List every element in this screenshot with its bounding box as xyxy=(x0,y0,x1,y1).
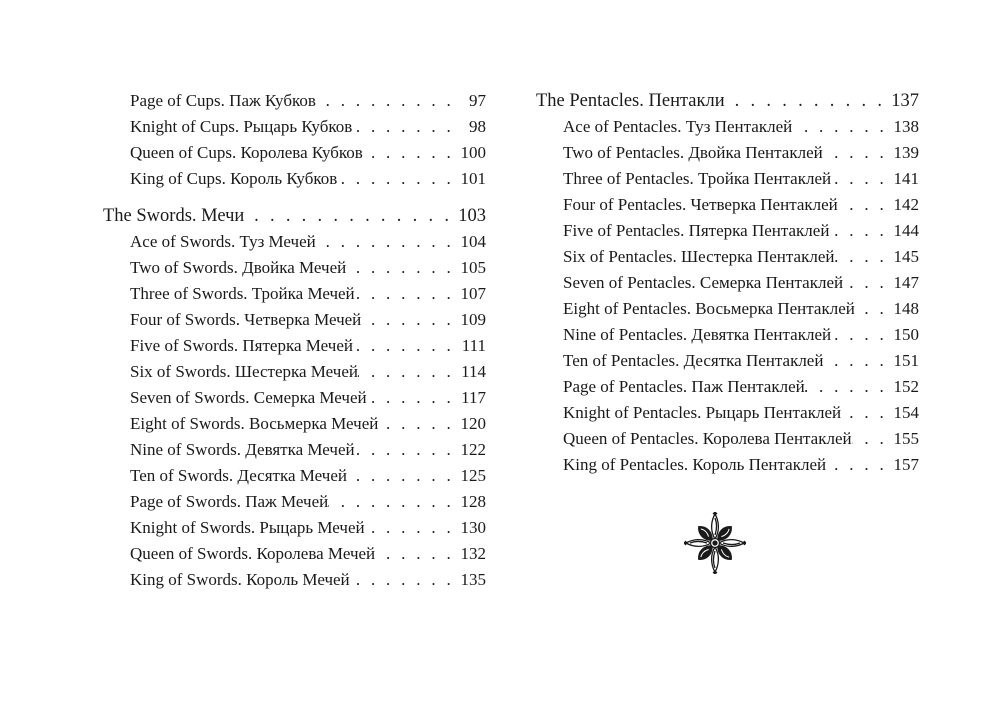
toc-entry-title: King of Swords. Король Мечей xyxy=(130,570,350,589)
toc-entry-title: Four of Pentacles. Четверка Пентаклей xyxy=(563,195,838,214)
toc-entry[interactable] xyxy=(536,166,919,192)
dot-leader xyxy=(841,400,893,426)
toc-entry-title: Two of Pentacles. Двойка Пентаклей xyxy=(563,143,823,162)
toc-section-title: The Pentacles. Пентакли xyxy=(536,91,725,111)
toc-page-number: 157 xyxy=(893,455,919,474)
dot-leader xyxy=(244,203,458,229)
dot-leader xyxy=(831,322,893,348)
toc-page-number: 139 xyxy=(893,143,919,162)
toc-page-number: 120 xyxy=(460,414,486,433)
toc-entry-title: Ten of Pentacles. Десятка Пентаклей xyxy=(563,351,824,370)
dot-leader xyxy=(337,166,460,192)
dot-leader xyxy=(725,88,892,114)
toc-entry[interactable] xyxy=(103,489,486,515)
toc-page-number: 114 xyxy=(461,362,486,381)
dot-leader xyxy=(361,307,460,333)
toc-entry[interactable] xyxy=(103,567,486,593)
toc-page-number: 154 xyxy=(893,403,919,422)
toc-entry[interactable] xyxy=(536,374,919,400)
toc-entry-title: Five of Swords. Пятерка Мечей xyxy=(130,336,353,355)
toc-entry[interactable] xyxy=(536,426,919,452)
toc-entry[interactable] xyxy=(536,114,919,140)
toc-entry-title: Three of Swords. Тройка Мечей xyxy=(130,284,355,303)
toc-page-number: 151 xyxy=(893,351,919,370)
toc-entry[interactable] xyxy=(103,140,486,166)
toc-entry-title: Eight of Pentacles. Восьмерка Пентаклей xyxy=(563,299,855,318)
toc-entry[interactable] xyxy=(103,114,486,140)
toc-page-number: 130 xyxy=(460,518,486,537)
toc-entry-title: Knight of Swords. Рыцарь Мечей xyxy=(130,518,365,537)
dot-leader xyxy=(355,437,460,463)
toc-page-number: 103 xyxy=(458,206,486,226)
dot-leader xyxy=(375,541,460,567)
dot-leader xyxy=(363,140,460,166)
toc-page-number: 117 xyxy=(461,388,486,407)
toc-page-number: 150 xyxy=(893,325,919,344)
toc-page-number: 147 xyxy=(893,273,919,292)
toc-entry[interactable] xyxy=(103,385,486,411)
dot-leader xyxy=(378,411,460,437)
toc-page-number: 104 xyxy=(460,232,486,251)
toc-entry[interactable] xyxy=(103,515,486,541)
toc-entry[interactable] xyxy=(103,166,486,192)
toc-page-number: 105 xyxy=(460,258,486,277)
toc-section-swords[interactable] xyxy=(103,203,486,229)
toc-entry[interactable] xyxy=(103,437,486,463)
dot-leader xyxy=(843,270,893,296)
toc-entry[interactable] xyxy=(536,452,919,478)
dot-leader xyxy=(838,192,893,218)
dot-leader xyxy=(358,359,460,385)
toc-entry-title: Queen of Cups. Королева Кубков xyxy=(130,143,363,162)
toc-entry[interactable] xyxy=(103,307,486,333)
toc-page-number: 137 xyxy=(891,91,919,111)
dot-leader xyxy=(352,114,460,140)
toc-page-number: 100 xyxy=(460,143,486,162)
toc-entry-title: Queen of Swords. Королева Мечей xyxy=(130,544,376,563)
toc-entry[interactable] xyxy=(536,296,919,322)
dot-leader xyxy=(805,374,893,400)
toc-page-number: 141 xyxy=(893,169,919,188)
toc-entry[interactable] xyxy=(536,400,919,426)
toc-entry-title: Ace of Swords. Туз Мечей xyxy=(130,232,316,251)
toc-page-number: 138 xyxy=(893,117,919,136)
toc-entry-title: Seven of Swords. Семерка Мечей xyxy=(130,388,367,407)
toc-entry-title: Four of Swords. Четверка Мечей xyxy=(130,310,362,329)
toc-entry-title: Page of Cups. Паж Кубков xyxy=(130,91,316,110)
dot-leader xyxy=(365,515,460,541)
dot-leader xyxy=(367,385,460,411)
toc-entry[interactable] xyxy=(103,229,486,255)
toc-page-number: 132 xyxy=(460,544,486,563)
dot-leader xyxy=(353,333,460,359)
toc-page-number: 101 xyxy=(460,169,486,188)
toc-entry[interactable] xyxy=(536,270,919,296)
toc-page-number: 135 xyxy=(460,570,486,589)
toc-entry-title: Queen of Pentacles. Королева Пентаклей xyxy=(563,429,852,448)
dot-leader xyxy=(831,166,893,192)
toc-entry-title: Page of Pentacles. Паж Пентаклей xyxy=(563,377,805,396)
toc-entry[interactable] xyxy=(103,255,486,281)
toc-entry[interactable] xyxy=(103,281,486,307)
toc-page-number: 107 xyxy=(460,284,486,303)
toc-entry-title: Nine of Swords. Девятка Мечей xyxy=(130,440,355,459)
toc-entry[interactable] xyxy=(536,140,919,166)
toc-entry[interactable] xyxy=(103,88,486,114)
toc-entry-title: King of Pentacles. Король Пентаклей xyxy=(563,455,827,474)
toc-entry-title: Page of Swords. Паж Мечей xyxy=(130,492,329,511)
toc-entry-title: Five of Pentacles. Пятерка Пентаклей xyxy=(563,221,830,240)
dot-leader xyxy=(316,88,460,114)
toc-page-number: 97 xyxy=(469,91,486,110)
toc-section-title: The Swords. Мечи xyxy=(103,206,245,226)
toc-page-number: 145 xyxy=(893,247,919,266)
dot-leader xyxy=(328,489,460,515)
dot-leader xyxy=(852,426,893,452)
toc-entry-title: Six of Swords. Шестерка Мечей xyxy=(130,362,358,381)
dot-leader xyxy=(347,463,460,489)
toc-entry[interactable] xyxy=(536,244,919,270)
toc-page-number: 111 xyxy=(461,336,486,355)
dot-leader xyxy=(350,567,460,593)
toc-entry[interactable] xyxy=(103,463,486,489)
toc-entry-title: King of Cups. Король Кубков xyxy=(130,169,338,188)
toc-entry-title: Knight of Pentacles. Рыцарь Пентаклей xyxy=(563,403,842,422)
toc-page-number: 122 xyxy=(460,440,486,459)
toc-entry-title: Eight of Swords. Восьмерка Мечей xyxy=(130,414,379,433)
toc-entry[interactable] xyxy=(103,541,486,567)
toc-page-number: 125 xyxy=(460,466,486,485)
toc-entry-title: Seven of Pentacles. Семерка Пентаклей xyxy=(563,273,844,292)
dot-leader xyxy=(355,281,460,307)
dot-leader xyxy=(834,244,893,270)
toc-entry-title: Six of Pentacles. Шестерка Пентаклей xyxy=(563,247,835,266)
toc-section-pentacles[interactable] xyxy=(536,88,919,114)
toc-page-number: 109 xyxy=(460,310,486,329)
toc-page-number: 144 xyxy=(893,221,919,240)
toc-entry[interactable] xyxy=(536,348,919,374)
dot-leader xyxy=(823,140,893,166)
dot-leader xyxy=(855,296,893,322)
toc-entry[interactable] xyxy=(103,359,486,385)
toc-entry[interactable] xyxy=(103,333,486,359)
dot-leader xyxy=(346,255,460,281)
toc-entry[interactable] xyxy=(536,218,919,244)
toc-page-number: 155 xyxy=(893,429,919,448)
toc-entry[interactable] xyxy=(536,322,919,348)
dot-leader xyxy=(316,229,460,255)
toc-entry-title: Knight of Cups. Рыцарь Кубков xyxy=(130,117,353,136)
dot-leader xyxy=(823,348,893,374)
toc-page-number: 98 xyxy=(469,117,486,136)
toc-entry-title: Ace of Pentacles. Туз Пентаклей xyxy=(563,117,793,136)
dot-leader xyxy=(826,452,893,478)
toc-page-number: 128 xyxy=(460,492,486,511)
toc-page-number: 148 xyxy=(893,299,919,318)
toc-entry-title: Three of Pentacles. Тройка Пентаклей xyxy=(563,169,832,188)
toc-entry-title: Nine of Pentacles. Девятка Пентаклей xyxy=(563,325,832,344)
floral-ornament-icon xyxy=(684,512,746,574)
toc-entry-title: Two of Swords. Двойка Мечей xyxy=(130,258,347,277)
toc-page-number: 142 xyxy=(893,195,919,214)
dot-leader xyxy=(829,218,893,244)
dot-leader xyxy=(792,114,893,140)
toc-page-number: 152 xyxy=(893,377,919,396)
toc-entry-title: Ten of Swords. Десятка Мечей xyxy=(130,466,347,485)
toc-entry[interactable] xyxy=(103,411,486,437)
toc-entry[interactable] xyxy=(536,192,919,218)
